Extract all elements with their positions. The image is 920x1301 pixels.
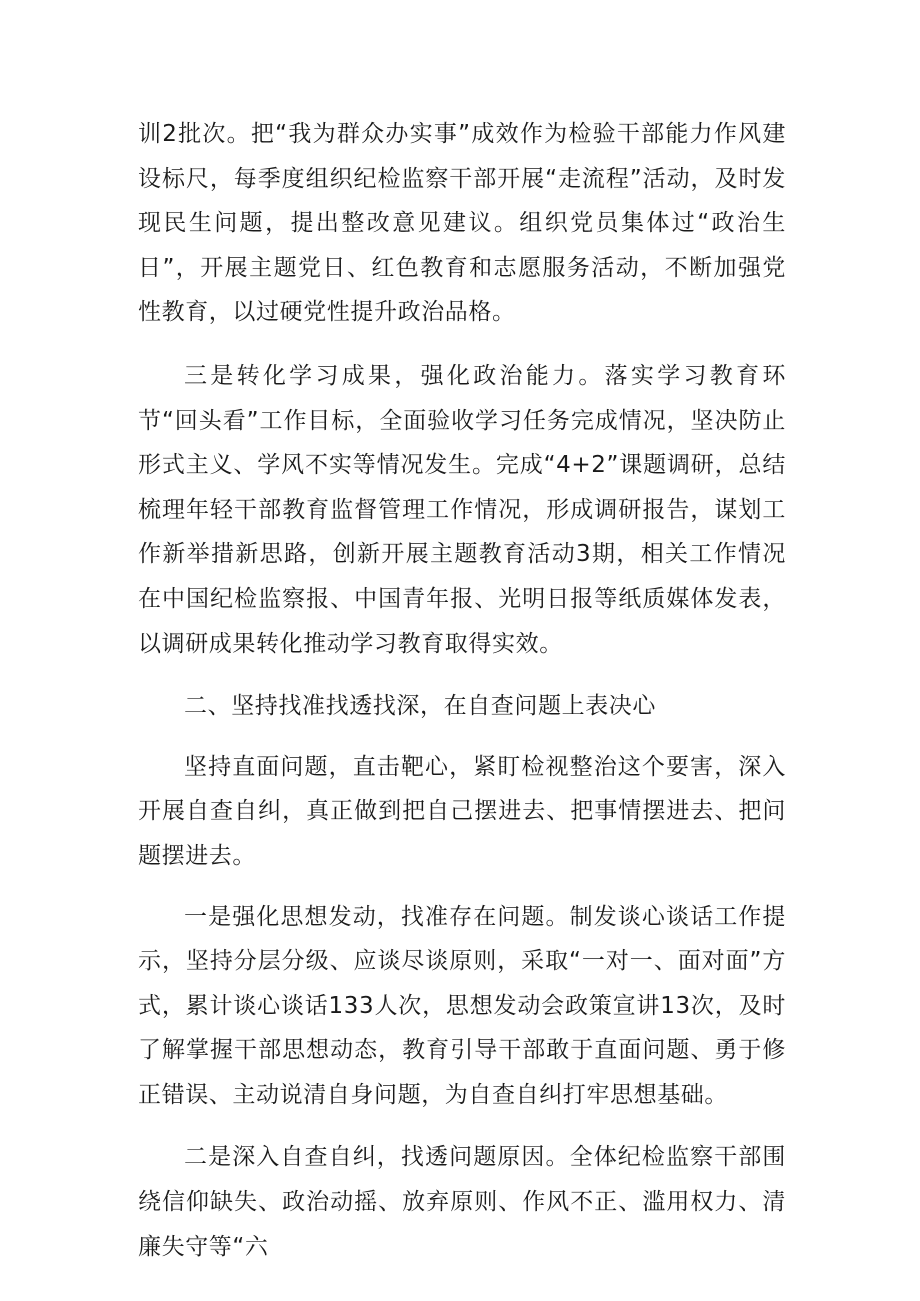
document-body — [138, 112, 786, 1269]
paragraph-self-inspection: 二是深入自查自纠，找透问题原因。全体纪检监察干部围绕信仰缺失、政治动摇、放弃原则、作风不正、滥用权力、清廉失守等“六 — [138, 1144, 786, 1260]
section-heading: 二、坚持找准找透找深，在自查问题上表决心 — [184, 693, 656, 720]
paragraph-continuation: 训2批次。把“我为群众办实事”成效作为检验干部能力作风建设标尺，每季度组织纪检监察干部开展“走流程”活动，及时发现民生问题，提出整改意见建议。组织党员集体过“政治生日”，开展主题党日、红色教育和志愿服务活动，不断加强党性教育，以过硬党性提升政治品格。 — [138, 121, 786, 326]
paragraph-face-problems: 坚持直面问题，直击靶心，紧盯检视整治这个要害，深入开展自查自纠，真正做到把自己摆进去、把事情摆进去、把问题摆进去。 — [138, 753, 786, 869]
paragraph-transform-learning: 三是转化学习成果，强化政治能力。落实学习教育环节“回头看”工作目标，全面验收学习任务完成情况，坚决防止形式主义、学风不实等情况发生。完成“4+2”课题调研，总结梳理年轻干部教育监督管理工作情况，形成调研报告，谋划工作新举措新思路，创新开展主题教育活动3期，相关工作情况在中国纪检监察报、中国青年报、光明日报等纸质媒体发表，以调研成果转化推动学习教育取得实效。 — [138, 362, 786, 657]
paragraph-ideological-mobilization: 一是强化思想发动，找准存在问题。制发谈心谈话工作提示，坚持分层分级、应谈尽谈原则，采取“一对一、面对面”方式，累计谈心谈话133人次，思想发动会政策宣讲13次，及时了解掌握干部思想动态，教育引导干部敢于直面问题、勇于修正错误、主动说清自身问题，为自查自纠打牢思想基础。 — [138, 903, 786, 1108]
